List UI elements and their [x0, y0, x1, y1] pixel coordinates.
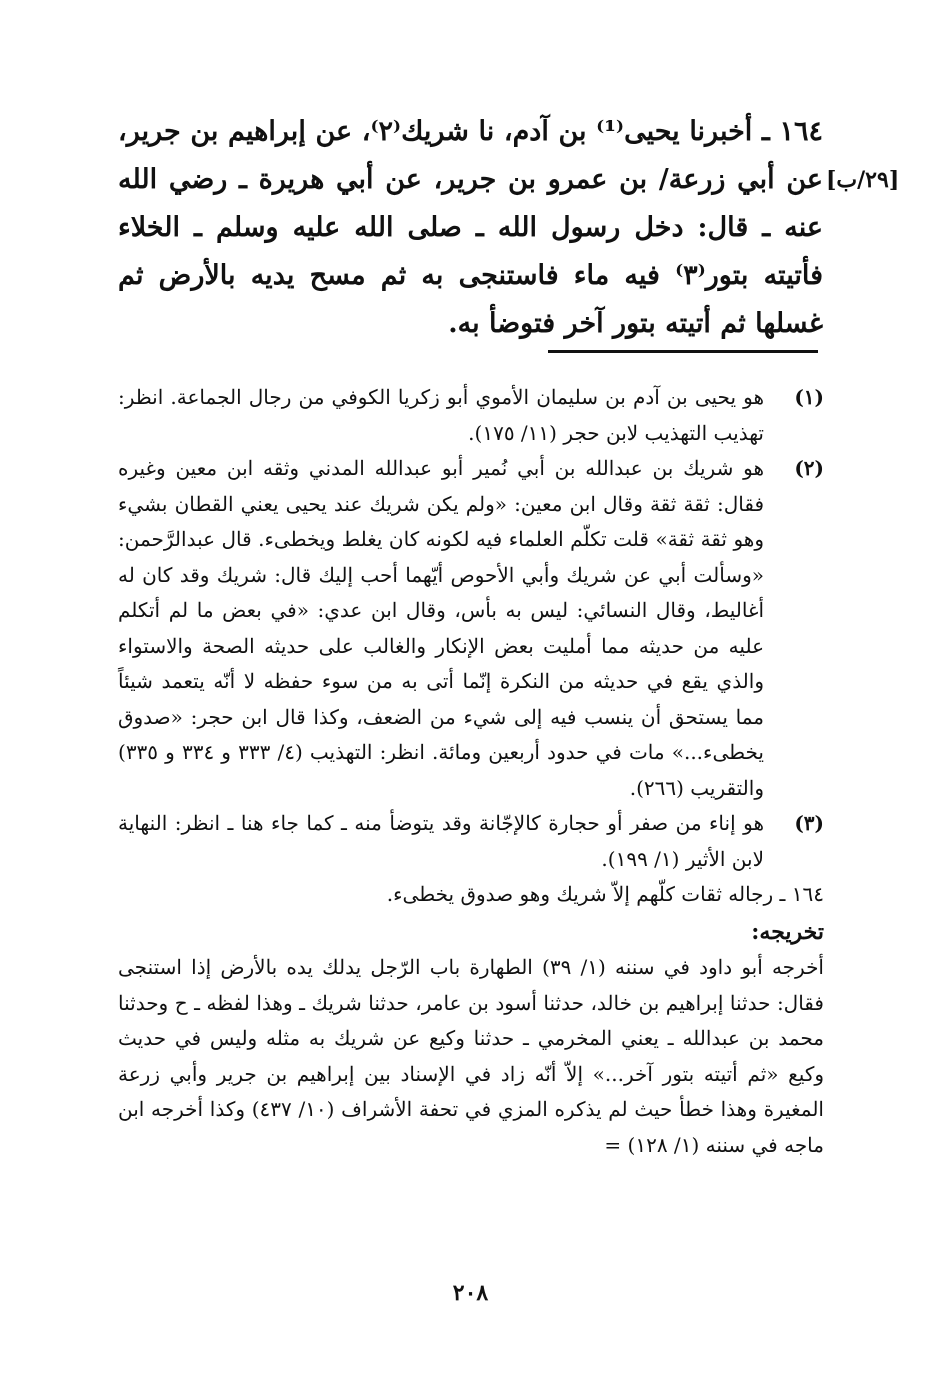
- footnote-text: هو يحيى بن آدم بن سليمان الأموي أبو زكريا الكوفي من رجال الجماعة. انظر: تهذيب التهذيب لابن حجر (١١/ ١٧٥).: [118, 385, 764, 445]
- takhrij-heading: تخريجه:: [751, 918, 824, 945]
- footnote-number: (٢): [794, 456, 824, 480]
- takhrij-text: أخرجه أبو داود في سننه (١/ ٣٩) الطهارة باب الرّجل يدلك يده بالأرض إذا استنجى فقال: حدثنا إبراهيم بن خالد، حدثنا أسود بن عامر، حدثنا شريك ـ وهذا لفظه ـ ح وحدثنا محمد بن عبدالله ـ يعني المخرمي ـ حدثنا وكيع عن شريك به مثله وليس في حديث وكيع «ثم أتيته بتور آخر...» إلاّ أنّه زاد في الإسناد بين إبراهيم بن جرير وأبي زرعة المغيرة وهذا خطأ حيث لم يذكره المزي في تحفة الأشراف (١٠/ ٤٣٧) وكذا أخرجه ابن ماجه في سننه (١/ ١٢٨) =: [118, 955, 824, 1157]
- footnote-number: (١): [794, 385, 824, 409]
- hadith-grading: ١٦٤ ـ رجاله ثقات كلّهم إلاّ شريك وهو صدوق يخطىء.: [386, 882, 824, 906]
- footnote-separator: [548, 350, 818, 353]
- footnotes-section: [118, 380, 824, 1163]
- footnote-number: (٣): [794, 811, 824, 835]
- hadith-text: ١٦٤ ـ أخبرنا يحيى⁽¹⁾ بن آدم، نا شريك⁽٢⁾، عن إبراهيم بن جرير، عن أبي زرعة/ بن عمرو بن جرير، عن أبي هريرة ـ رضي الله عنه ـ قال: دخل رسول الله ـ صلى الله عليه وسلم ـ الخلاء فأتيته بتور⁽٣⁾ فيه ماء فاستنجى به ثم مسح يديه بالأرض ثم غسلها ثم أتيته بتور آخر فتوضأ به.: [118, 116, 823, 339]
- footnote-text: هو إناء من صفر أو حجارة كالإجّانة وقد يتوضأ منه ـ كما جاء هنا ـ انظر: النهاية لابن الأثير (١/ ١٩٩).: [118, 811, 764, 871]
- footnote-3: [118, 806, 824, 877]
- page-number: ٢٠٨: [452, 1280, 489, 1306]
- footnote-2: [118, 451, 824, 806]
- footnote-text: هو شريك بن عبدالله بن أبي نُمير أبو عبدالله المدني وثقه ابن معين وغيره فقال: ثقة ثقة وقال ابن معين: «ولم يكن شريك عند يحيى يعني القطان بشيء وهو ثقة ثقة» قلت تكلّم العلماء فيه لكونه كان يغلط ويخطىء. قال عبدالرَّحمن: «وسألت أبي عن شريك وأبي الأحوص أيّهما أحب إليك قال: شريك وقد كان له أغاليط، وقال النسائي: ليس به بأس، وقال ابن عدي: «في بعض ما لم أتكلم عليه من حديثه مما أمليت بعض الإنكار والغالب على حديثه الصحة والاستواء والذي يقع في حديثه من النكرة إنّما أتى به من سوء حفظه لا أنّه يتعمد شيئاً مما يستحق أن ينسب فيه إلى شيء من الضعف، وكذا قال ابن حجر: «صدوق يخطىء...» مات في حدود أربعين ومائة. انظر: التهذيب (٤/ ٣٣٣ و ٣٣٤ و ٣٣٥) والتقريب (٢٦٦).: [118, 456, 764, 800]
- footnote-1: [118, 380, 824, 451]
- margin-folio-reference: [٢٩/ب]: [826, 167, 900, 193]
- hadith-text-block: [118, 108, 823, 348]
